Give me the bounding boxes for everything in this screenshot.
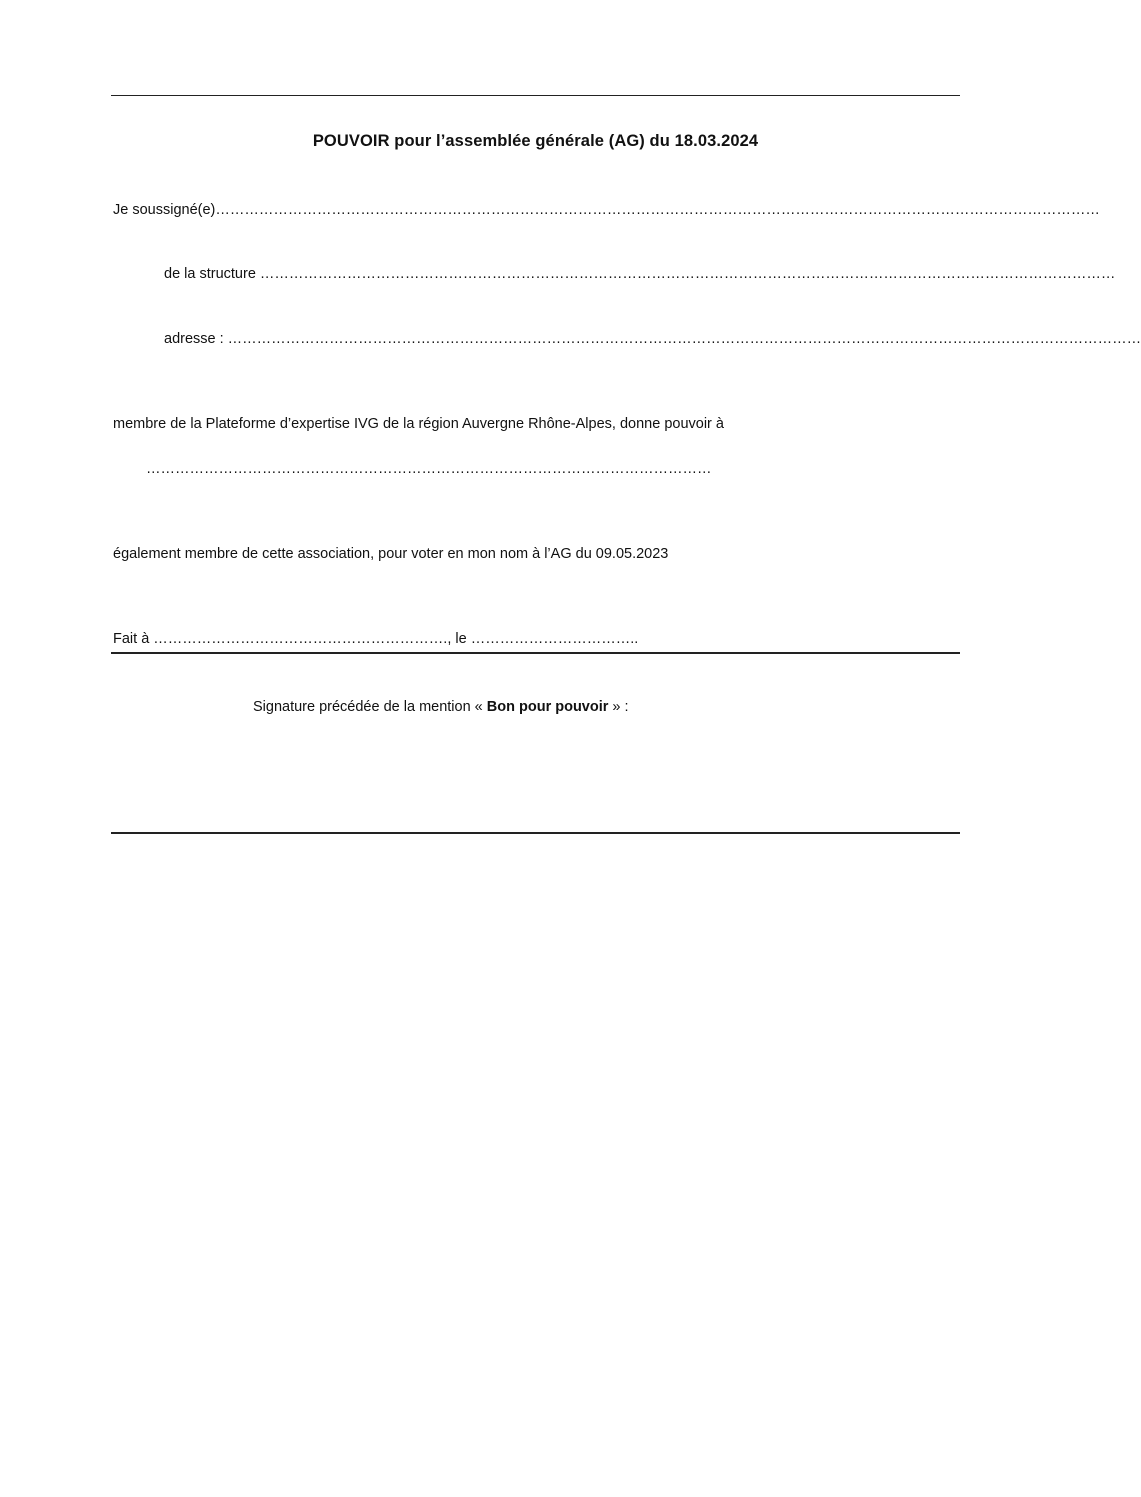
- membre-statement: membre de la Plateforme d’expertise IVG de la région Auvergne Rhône-Alpes, donne pouvoir à: [113, 416, 724, 432]
- middle-divider: [111, 652, 960, 654]
- document-title: POUVOIR pour l’assemblée générale (AG) du 18.03.2024: [312, 132, 759, 150]
- association-statement: également membre de cette association, pour voter en mon nom à l’AG du 09.05.2023: [113, 546, 669, 562]
- adresse-field[interactable]: adresse : ………………………………………………………………………………………………………………………………………………………………………: [164, 331, 1141, 347]
- signature-mention: Bon pour pouvoir: [486, 699, 609, 715]
- soussigne-field[interactable]: Je soussigné(e)…………………………………………………………………………………………………………………………………………………………………: [113, 202, 1100, 218]
- signature-prefix: Signature précédée de la mention «: [253, 699, 487, 715]
- mandataire-field[interactable]: ………………………………………………………………………………………………………: [146, 461, 712, 477]
- structure-field[interactable]: de la structure ……………………………………………………………………………………………………………………………………………………………: [164, 266, 1116, 282]
- top-divider: [111, 95, 960, 96]
- signature-instruction: [253, 699, 853, 715]
- fait-a-field[interactable]: Fait à ……………………………………………………., le ……………………………..: [113, 631, 639, 647]
- bottom-divider: [111, 832, 960, 834]
- signature-suffix: » :: [608, 699, 629, 715]
